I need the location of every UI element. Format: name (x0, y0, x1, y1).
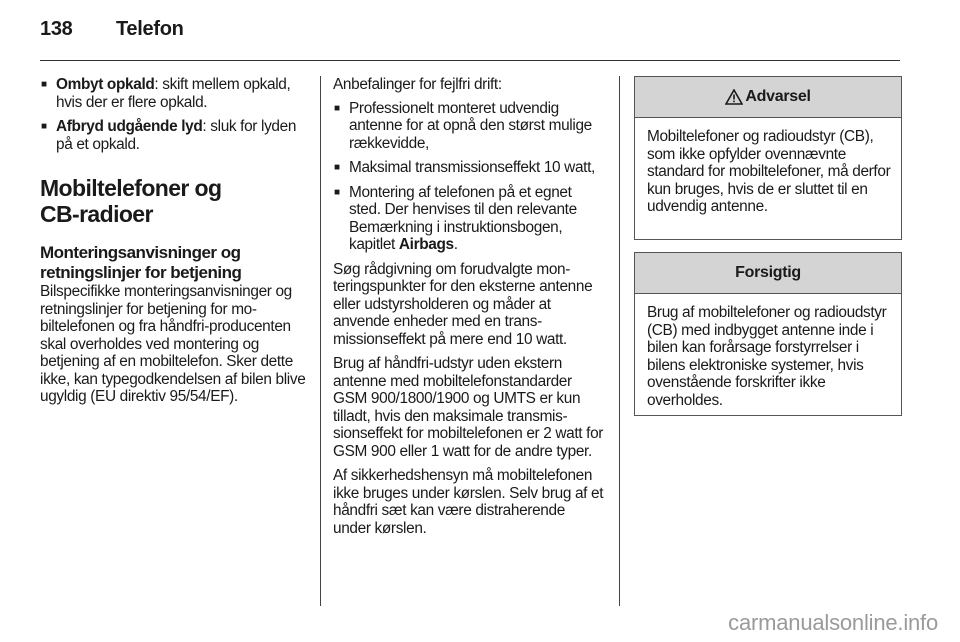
list-item: ■ Afbryd udgående lyd: sluk for lyden på et opkald. (40, 118, 308, 153)
watermark: carmanualsonline.info (728, 610, 938, 635)
column-divider (320, 76, 321, 606)
list-item: ■ Maksimal transmissionseffekt 10 watt, (333, 159, 605, 177)
header-divider (40, 60, 900, 61)
page-number: 138 (40, 18, 73, 40)
chapter-reference: Airbags (398, 236, 454, 253)
body-paragraph: Bilspecifikke monteringsanvisninger og retningslinjer for betjening for mobiltelefonen og fra håndfri-producenten skal overholdes ved montering og betjening af en mobiltelefon. Sker dette ikke, kan typegodkendelsen af bilen blive ugyldig (EU direktiv 95/54/EF). (40, 283, 306, 405)
list-item: ■ Ombyt opkald: skift mellem opkald, hvis der er flere opkald. (40, 76, 308, 111)
list-item: ■ Professionelt monteret udvendig antenne for at opnå den størst mulige rækkevidde, (333, 100, 605, 153)
column-middle (333, 76, 605, 544)
warning-text: Mobiltelefoner og radioudstyr (CB), som ikke opfylder ovennævnte standard for mobiltelefoner, må derfor kun bruges, hvis de er sluttet til en udvendig antenne. (647, 128, 891, 215)
caution-header (635, 253, 901, 294)
warning-box (634, 76, 902, 240)
subsection-title: Monteringsanvisninger og retningslinjer for betjening (40, 243, 242, 282)
section-title: Mobiltelefoner og CB-radioer (40, 175, 222, 227)
column-divider (619, 76, 620, 606)
warning-title: Advarsel (745, 88, 811, 105)
chapter-title: Telefon (116, 18, 184, 40)
caution-box (634, 252, 902, 416)
warning-triangle-icon (725, 89, 743, 105)
bullet-term: Afbryd udgående lyd (56, 118, 203, 135)
caution-title: Forsigtig (735, 264, 801, 281)
list-item: ■ Montering af telefonen på et egnet sted. Der henvises til den relevante Bemærkning i instruktionsbogen, kapitlet Airbags. (333, 184, 605, 254)
warning-header (635, 77, 901, 118)
body-paragraph: Af sikkerhedshensyn må mobiltelefonen ikke bruges under kørslen. Selv brug af et håndfri sæt kan være distraherende under kørslen. (333, 467, 604, 537)
body-paragraph: Søg rådgivning om forudvalgte monteringspunkter for den eksterne antenne eller udstyrsholderen og måder at anvende enheder med en transmissionseffekt på mere end 10 watt. (333, 260, 593, 348)
column-left (40, 76, 308, 413)
page-header (40, 18, 184, 41)
body-paragraph: Brug af håndfri-udstyr uden ekstern antenne med mobiltelefonstandarder GSM 900/1800/1900 og UMTS er kun tilladt, hvis den maksimale transmissionseffekt for mobiltelefonen er 2 watt for GSM 900 eller 1 watt for de andre typer. (333, 355, 604, 460)
intro-text: Anbefalinger for fejlfri drift: (333, 76, 502, 93)
caution-text: Brug af mobiltelefoner og radioudstyr (CB) med indbygget antenne inde i bilen kan forårsage forstyrrelser i bilens elektroniske systemer, hvis ovenstående forskrifter ikke overholdes. (647, 304, 887, 409)
bullet-term: Ombyt opkald (56, 76, 155, 93)
